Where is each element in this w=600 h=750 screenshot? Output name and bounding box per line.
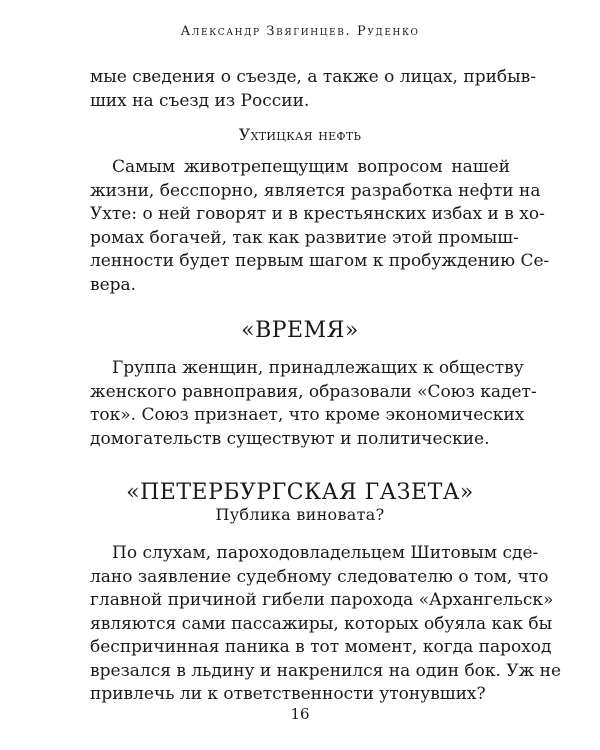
paragraph-intro: [90, 66, 536, 113]
text-line: беспричинная паника в тот момент, когда пароход: [90, 637, 552, 657]
text-line: домогательств существуют и политические.: [90, 428, 490, 449]
heading-petersburg-gazette: «ПЕТЕРБУРГСКАЯ ГАЗЕТА»: [126, 480, 474, 505]
text-line: вера.: [90, 274, 137, 295]
text-line: привлечь ли к ответственности утонувших?: [90, 684, 486, 704]
text-line: являются сами пассажиры, которых обуяла как бы: [90, 613, 553, 634]
text-line: Самым животрепещущим вопросом нашей: [112, 157, 510, 177]
text-line: жизни, бесспорно, является разработка нефти на: [90, 180, 541, 201]
paragraph-oil: [90, 156, 550, 297]
text-line: ших на съезд из России.: [90, 90, 310, 111]
text-line: ленности будет первым шагом к пробуждению Се-: [90, 251, 550, 271]
heading-ukhta-oil: Ухтицкая нефть: [238, 125, 362, 144]
text-line: Группа женщин, принадлежащих к обществу: [112, 358, 524, 378]
text-line: врезался в льдину и накренился на один бок. Уж не: [90, 660, 562, 681]
text-line: По слухам, пароходовладельцем Шитовым сде-: [112, 543, 539, 563]
paragraph-women: [90, 357, 537, 451]
text-line: женского равноправия, образовали «Союз кадет-: [90, 381, 537, 402]
text-line: ток». Союз признает, что кроме экономических: [90, 405, 525, 425]
heading-vremya: «ВРЕМЯ»: [241, 318, 359, 343]
text-line: лано заявление судебному следователю о том, что: [90, 566, 549, 587]
text-line: Ухте: о ней говорят и в крестьянских избах и в хо-: [90, 204, 545, 224]
text-line: мые сведения о съезде, а также о лицах, прибыв-: [90, 67, 536, 87]
heading-public-guilty: Публика виновата?: [215, 505, 385, 524]
page-number: 16: [290, 705, 310, 723]
paragraph-ship: [90, 542, 562, 707]
text-line: ромах богачей, так как развитие этой промыш-: [90, 227, 519, 248]
text-line: главной причиной гибели парохода «Архангельск»: [90, 590, 554, 610]
running-head: Александр Звягинцев. Руденко: [180, 24, 420, 39]
